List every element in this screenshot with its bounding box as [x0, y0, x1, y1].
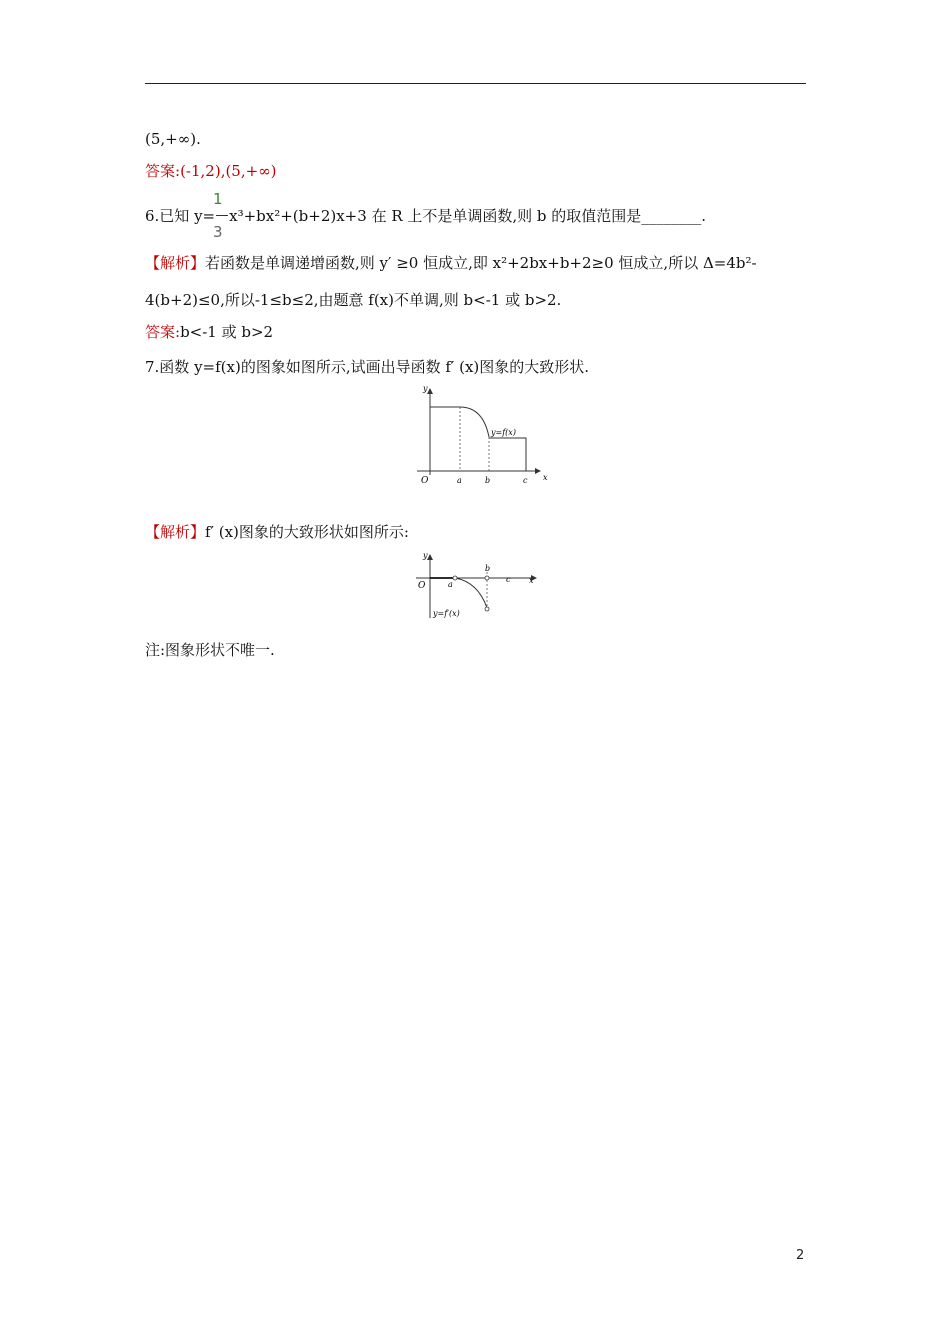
x-label: x — [529, 576, 534, 585]
tick-a: a — [448, 580, 453, 589]
fraction-bar — [216, 215, 228, 216]
fraction-denominator: 3 — [213, 223, 223, 241]
y-label: y — [423, 551, 428, 560]
question-6-prefix: 6.已知 y= — [145, 207, 216, 225]
note: 注:图象形状不唯一. — [145, 641, 275, 659]
curve-f — [430, 407, 489, 437]
open-point-b — [485, 576, 489, 580]
answer-value: b<-1 或 b>2 — [180, 323, 274, 341]
solution-6-line-1 — [145, 253, 757, 273]
origin-label: O — [418, 581, 426, 591]
origin-label: O — [421, 476, 429, 486]
page-number: 2 — [796, 1248, 805, 1263]
solution-7-text: f′ (x)图象的大致形状如图所示: — [205, 523, 409, 541]
solution-tag: 【解析】 — [145, 254, 206, 272]
open-point-a — [453, 576, 457, 580]
solution-tag: 【解析】 — [145, 523, 206, 541]
figure-f-graph — [405, 383, 550, 488]
solution-6-text-1: 若函数是单调递增函数,则 y′ ≥0 恒成立,即 x²+2bx+b+2≥0 恒成立,所以 Δ=4b²- — [205, 254, 757, 272]
answer-label: 答案: — [145, 162, 181, 180]
open-point-end — [485, 607, 489, 611]
tick-c: c — [523, 476, 528, 485]
curve-label: y=f′(x) — [433, 609, 460, 618]
solution-6-line-2: 4(b+2)≤0,所以-1≤b≤2,由题意 f(x)不单调,则 b<-1 或 b>2. — [145, 291, 562, 309]
step-f — [489, 438, 526, 471]
tick-a: a — [457, 476, 462, 485]
question-7: 7.函数 y=f(x)的图象如图所示,试画出导函数 f′ (x)图象的大致形状. — [145, 358, 590, 376]
tick-c: c — [506, 575, 511, 584]
curve-f-prime — [455, 578, 487, 608]
figure-f-prime-graph — [410, 550, 545, 622]
text-line: (5,+∞). — [145, 130, 201, 148]
x-label: x — [543, 473, 548, 482]
answer-6 — [145, 322, 273, 342]
answer-value: (-1,2),(5,+∞) — [180, 162, 277, 180]
fraction-numerator: 1 — [213, 190, 223, 208]
answer-label: 答案: — [145, 323, 181, 341]
answer-5 — [145, 161, 277, 181]
y-label: y — [423, 384, 428, 393]
question-6 — [145, 206, 706, 226]
header-rule — [145, 83, 806, 84]
curve-label: y=f(x) — [491, 428, 516, 437]
tick-b: b — [485, 564, 491, 573]
question-6-rest: x³+bx²+(b+2)x+3 在 R 上不是单调函数,则 b 的取值范围是________. — [229, 207, 707, 225]
tick-b: b — [485, 476, 491, 485]
solution-7 — [145, 522, 409, 542]
